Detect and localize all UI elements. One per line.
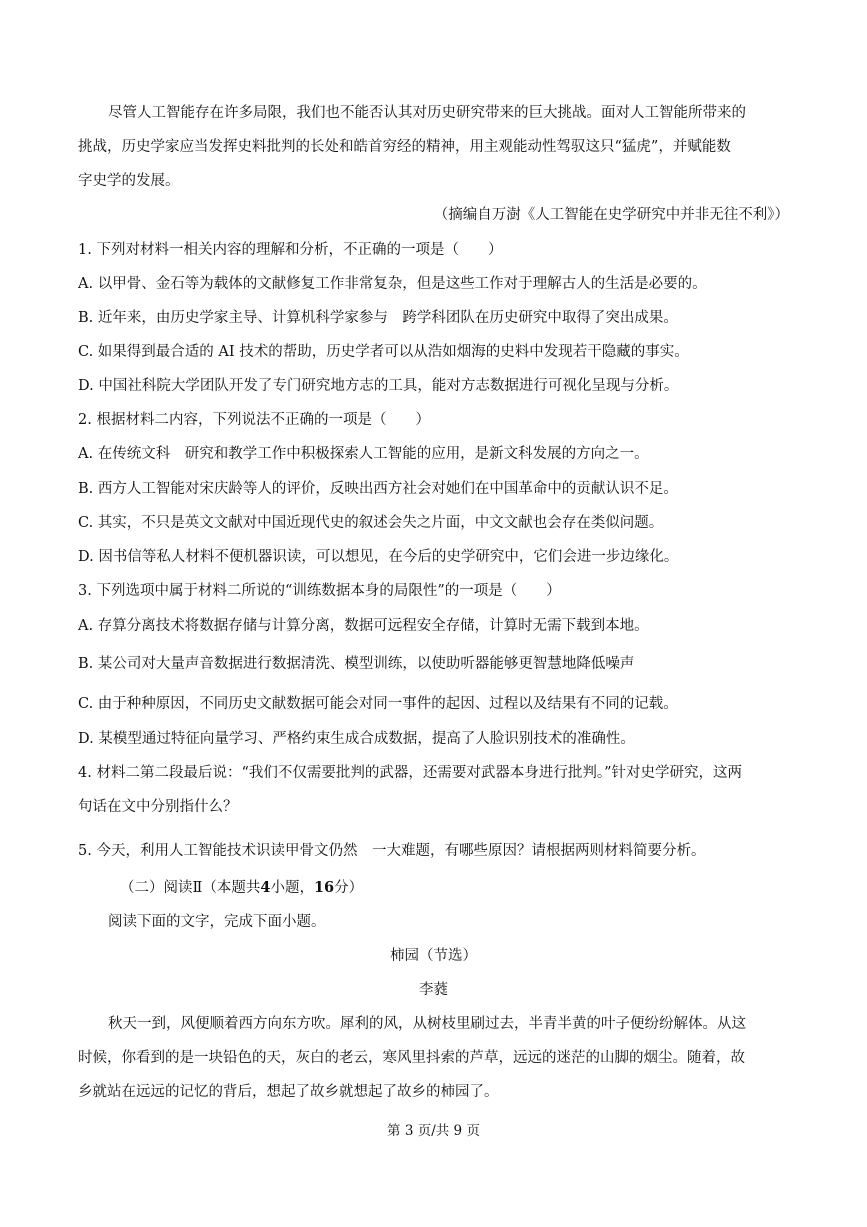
passage-line: 挑战，历史学家应当发挥史料批判的长处和皓首穷经的精神，用主观能动性驾驭这只“猛虎”，并赋能数 xyxy=(78,139,731,155)
article-author: 李蕤 xyxy=(419,982,448,998)
question-5: 5. 今天，利用人工智能技术识读甲骨文仍然 一大难题，有哪些原因？请根据两则材料简要分析。 xyxy=(78,843,706,859)
article-title: 柿园（节选） xyxy=(390,948,477,964)
section-score: 16 xyxy=(313,879,335,896)
question-1-option-a: A. 以甲骨、金石等为载体的文献修复工作非常复杂，但是这些工作对于理解古人的生活是必要的。 xyxy=(78,276,707,292)
section-heading-prefix: （二）阅读Ⅱ（本题共 xyxy=(120,880,261,896)
article-body-line: 乡就站在远远的记忆的背后，想起了故乡就想起了故乡的柿园了。 xyxy=(78,1084,499,1100)
question-2-option-b: B. 西方人工智能对宋庆龄等人的评价，反映出西方社会对她们在中国革命中的贡献认识不足。 xyxy=(78,481,678,497)
question-1-option-c: C. 如果得到最合适的 AI 技术的帮助，历史学者可以从浩如烟海的史料中发现若干隐藏的事实。 xyxy=(78,344,689,360)
passage-line: 字史学的发展。 xyxy=(78,173,180,189)
question-1-option-d: D. 中国社科院大学团队开发了专门研究地方志的工具，能对方志数据进行可视化呈现与分析。 xyxy=(78,378,679,394)
question-3-option-d: D. 某模型通过特征向量学习、严格约束生成合成数据，提高了人脸识别技术的准确性。 xyxy=(78,731,635,747)
section-heading xyxy=(120,878,363,898)
question-4-line: 句话在文中分别指什么？ xyxy=(78,799,238,815)
section-heading-suffix: 分） xyxy=(334,880,364,896)
source-citation: （摘编自万澍《人工智能在史学研究中并非无往不利》） xyxy=(433,207,789,223)
section-question-count: 4 xyxy=(260,879,271,896)
question-3-option-c: C. 由于种种原因，不同历史文献数据可能会对同一事件的起因、过程以及结果有不同的记载。 xyxy=(78,696,678,712)
question-2-option-c: C. 其实，不只是英文文献对中国近现代史的叙述会失之片面，中文文献也会存在类似问题。 xyxy=(78,515,664,531)
question-3-stem: 3. 下列选项中属于材料二所说的“训练数据本身的局限性”的一项是（ ） xyxy=(78,583,561,599)
article-body-line: 秋天一到，风便顺着西方向东方吹。犀利的风，从树枝里刷过去，半青半黄的叶子便纷纷解体。从这 xyxy=(108,1016,746,1032)
question-2-option-d: D. 因书信等私人材料不便机器识读，可以想见，在今后的史学研究中，它们会进一步边缘化。 xyxy=(78,549,679,565)
question-2-stem: 2. 根据材料二内容，下列说法不正确的一项是（ ） xyxy=(78,412,430,428)
question-4-line: 4. 材料二第二段最后说：“我们不仅需要批判的武器，还需要对武器本身进行批判。”针对史学研究，这两 xyxy=(78,765,743,781)
question-3-option-a: A. 存算分离技术将数据存储与计算分离，数据可远程安全存储，计算时无需下载到本地。 xyxy=(78,618,649,634)
question-1-stem: 1. 下列对材料一相关内容的理解和分析，不正确的一项是（ ） xyxy=(78,242,503,258)
page-footer: 第 3 页/共 9 页 xyxy=(387,1123,480,1139)
passage-line: 尽管人工智能存在许多局限，我们也不能否认其对历史研究带来的巨大挑战。面对人工智能所带来的 xyxy=(108,105,746,121)
question-1-option-b: B. 近年来，由历史学家主导、计算机科学家参与 跨学科团队在历史研究中取得了突出成果。 xyxy=(78,310,678,326)
article-body-line: 时候，你看到的是一块铅色的天，灰白的老云，寒风里抖索的芦草，远远的迷茫的山脚的烟尘。随着，故 xyxy=(78,1050,745,1066)
reading-instruction: 阅读下面的文字，完成下面小题。 xyxy=(108,914,326,930)
question-2-option-a: A. 在传统文科 研究和教学工作中积极探索人工智能的应用，是新文科发展的方向之一。 xyxy=(78,446,649,462)
question-3-option-b: B. 某公司对大量声音数据进行数据清洗、模型训练，以使助听器能够更智慧地降低噪声 xyxy=(78,656,635,672)
section-heading-mid: 小题， xyxy=(270,880,314,896)
